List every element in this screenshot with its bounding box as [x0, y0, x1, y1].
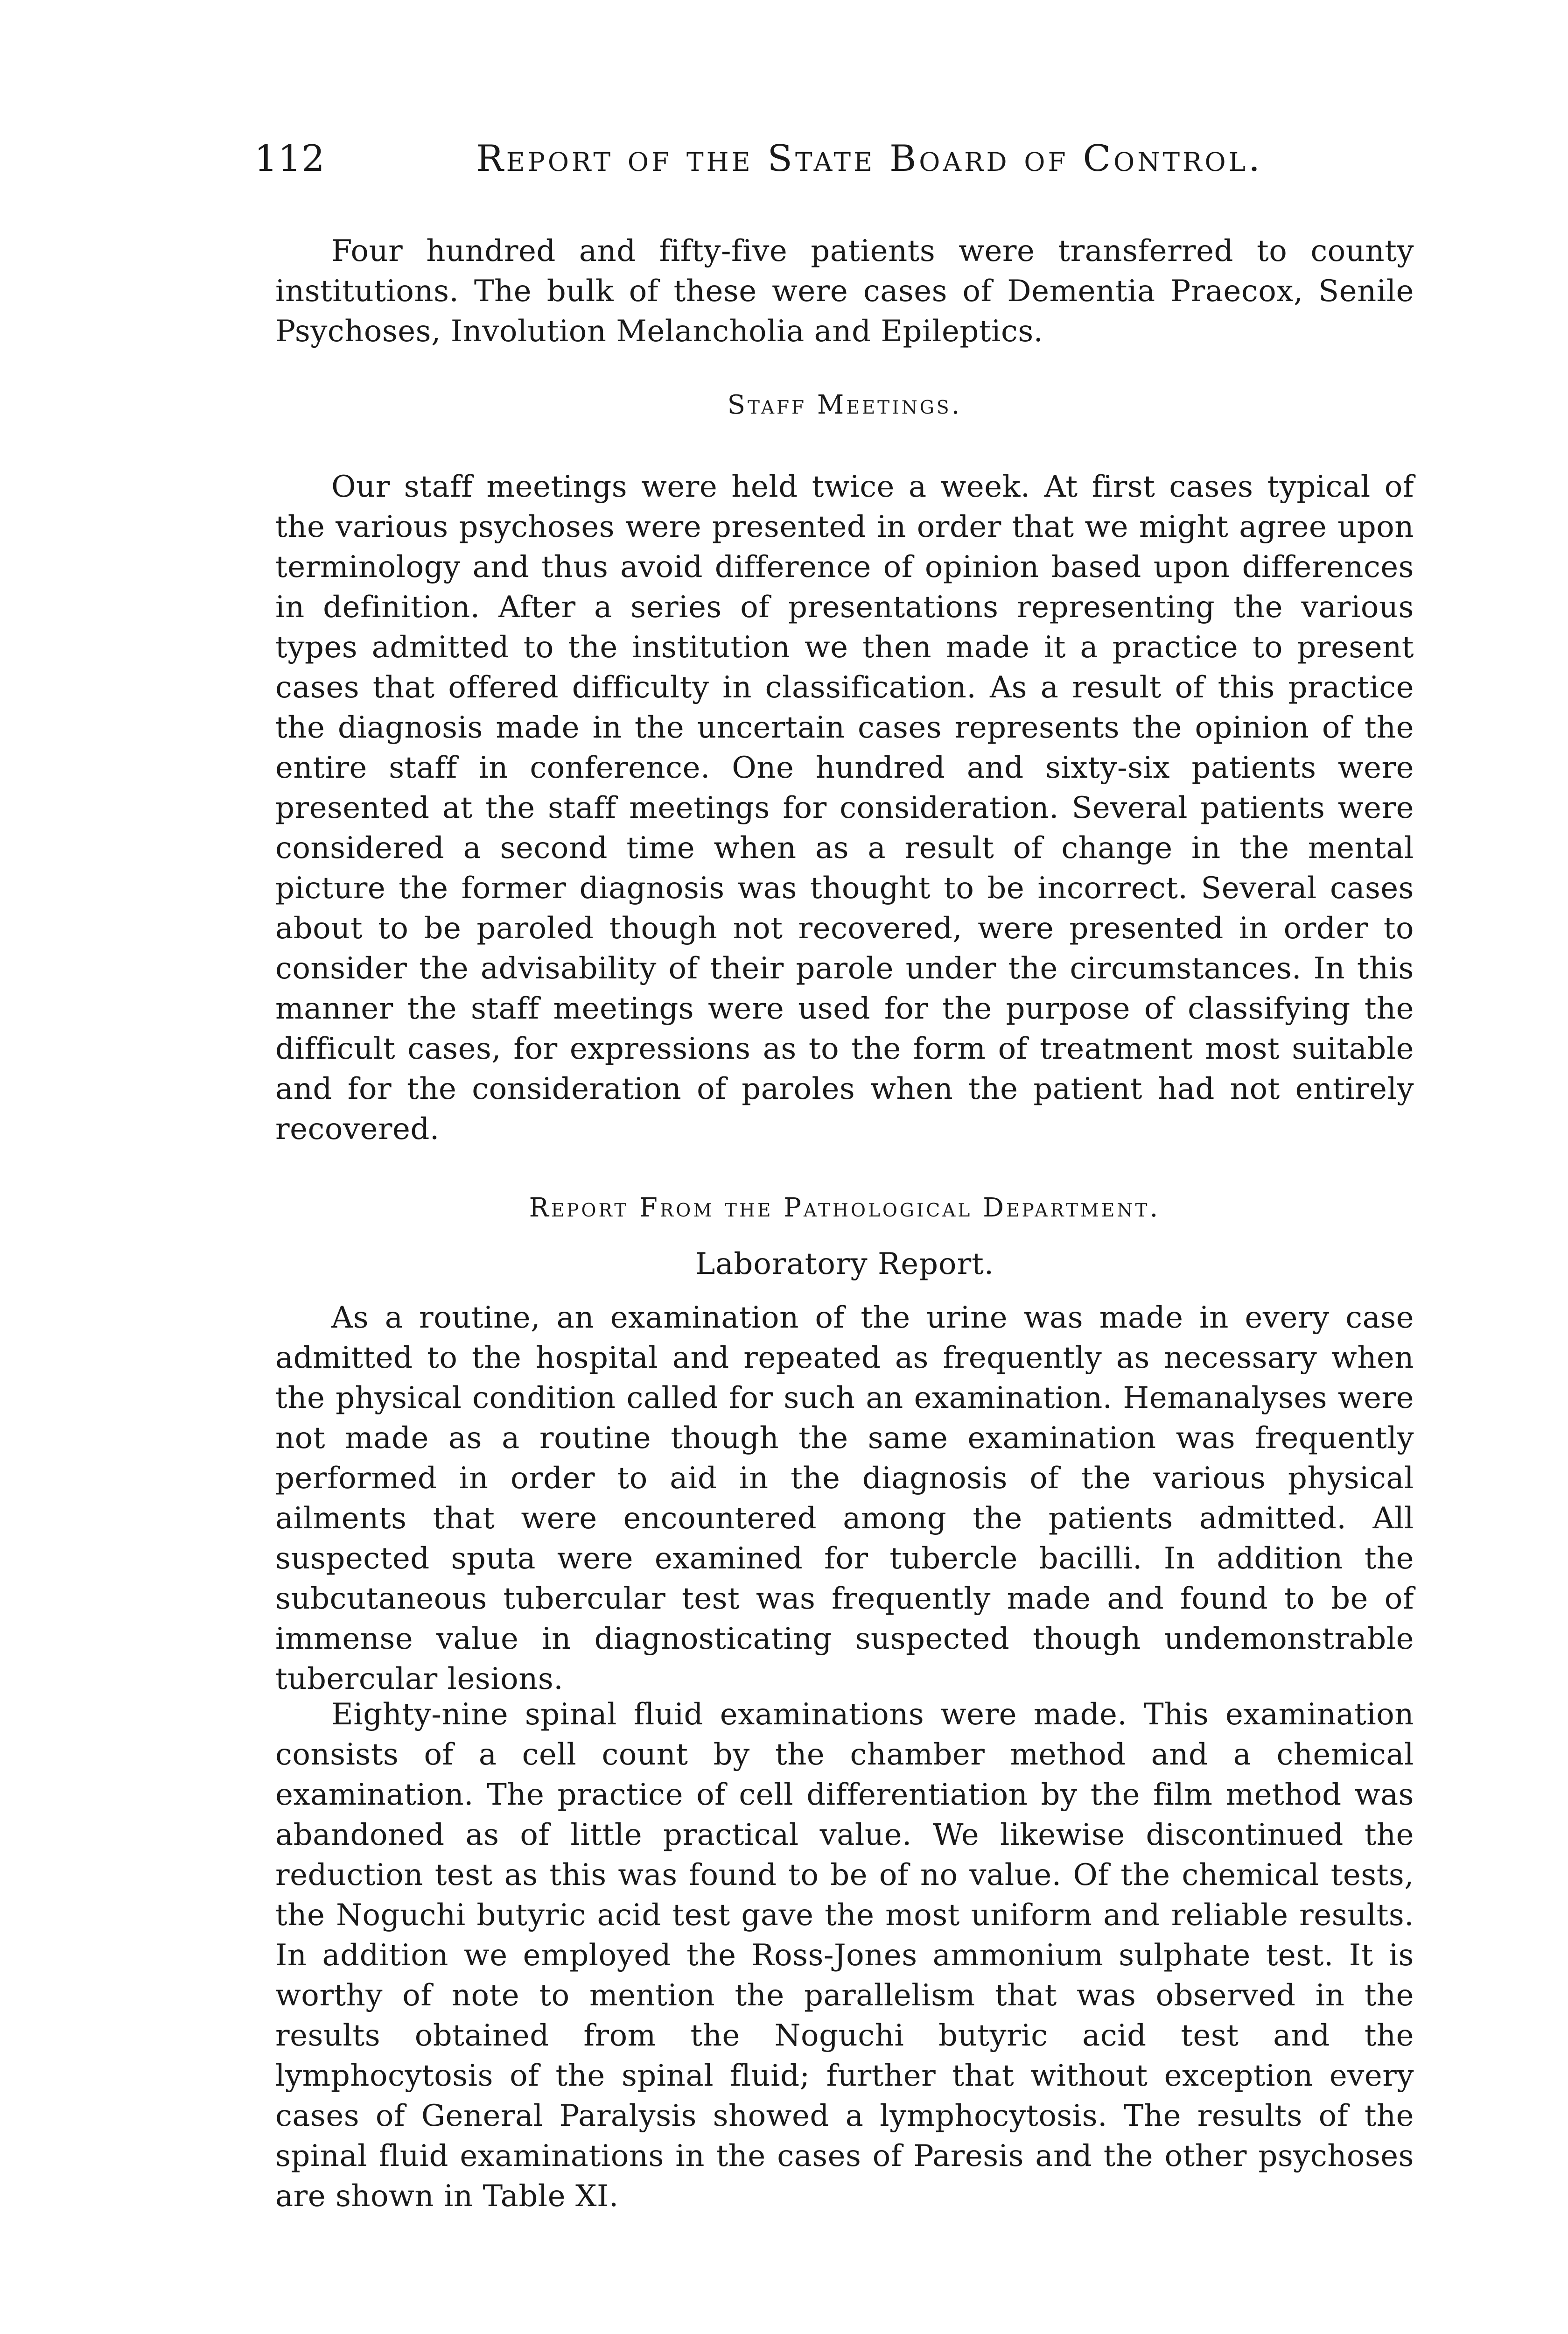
section-heading-pathological-department: Report From the Pathological Department. [529, 1193, 1161, 1223]
body-column-3 [275, 1298, 1414, 1699]
section-heading-staff-meetings: Staff Meetings. [727, 390, 962, 420]
paragraph-transfers: Four hundred and fifty-five patients were transferred to county institutions. The bulk of these were cases of Dementia Praecox, Senile Psychoses, Involution Melancholia and Epileptics. [275, 234, 1414, 349]
subheading-wrap-lab [275, 1244, 1414, 1284]
page-header [254, 133, 1416, 189]
body-column-1 [275, 231, 1414, 352]
body-column-2 [275, 467, 1414, 1149]
paragraph-staff-meetings: Our staff meetings were held twice a week. At first cases typical of the various psychoses were presented in order that we might agree upon terminology and thus avoid difference of opinion based upon differences in definition. After a series of presentations representing the various types admitted to the institution we then made it a practice to present cases that offered difficulty in classification. As a result of this practice the diagnosis made in the uncertain cases represents the opinion of the entire staff in conference. One hundred and sixty-six patients were presented at the staff meetings for consideration. Several patients were considered a second time when as a result of change in the mental picture the former diagnosis was thought to be incorrect. Several cases about to be paroled though not recovered, were presented in order to consider the advisability of their parole under the circumstances. In this manner the staff meetings were used for the purpose of classifying the difficult cases, for expressions as to the form of treatment most suitable and for the consideration of paroles when the patient had not entirely recovered. [275, 470, 1414, 1146]
page-number: 112 [254, 138, 325, 180]
section-heading-wrap-staff [275, 385, 1414, 425]
paragraph-urine-examinations: As a routine, an examination of the urine was made in every case admitted to the hospital and repeated as frequently as necessary when the physical condition called for such an examination. Hemanalyses were not made as a routine though the same examination was frequently performed in order to aid in the diagnosis of the various physical ailments that were encountered among the patients admitted. All suspected sputa were examined for tubercle bacilli. In addition the subcutaneous tubercular test was frequently made and found to be of immense value in diagnosticating suspected though undemonstrable tubercular lesions. [275, 1301, 1414, 1696]
running-title: Report of the State Board of Control. [476, 138, 1263, 180]
body-column-4 [275, 1694, 1414, 2216]
section-heading-wrap-pathology [275, 1188, 1414, 1228]
subheading-laboratory-report: Laboratory Report. [695, 1247, 994, 1281]
paragraph-spinal-fluid: Eighty-nine spinal fluid examinations were made. This examination consists of a cell count by the chamber method and a chemical examination. The practice of cell differentiation by the film method was abandoned as of little practical value. We likewise discontinued the reduction test as this was found to be of no value. Of the chemical tests, the Noguchi butyric acid test gave the most uniform and reliable results. In addition we employed the Ross-Jones ammonium sulphate test. It is worthy of note to mention the parallelism that was observed in the results obtained from the Noguchi butyric acid test and the lymphocytosis of the spinal fluid; further that without exception every cases of General Paralysis showed a lymphocytosis. The results of the spinal fluid examinations in the cases of Paresis and the other psychoses are shown in Table XI. [275, 1697, 1414, 2214]
